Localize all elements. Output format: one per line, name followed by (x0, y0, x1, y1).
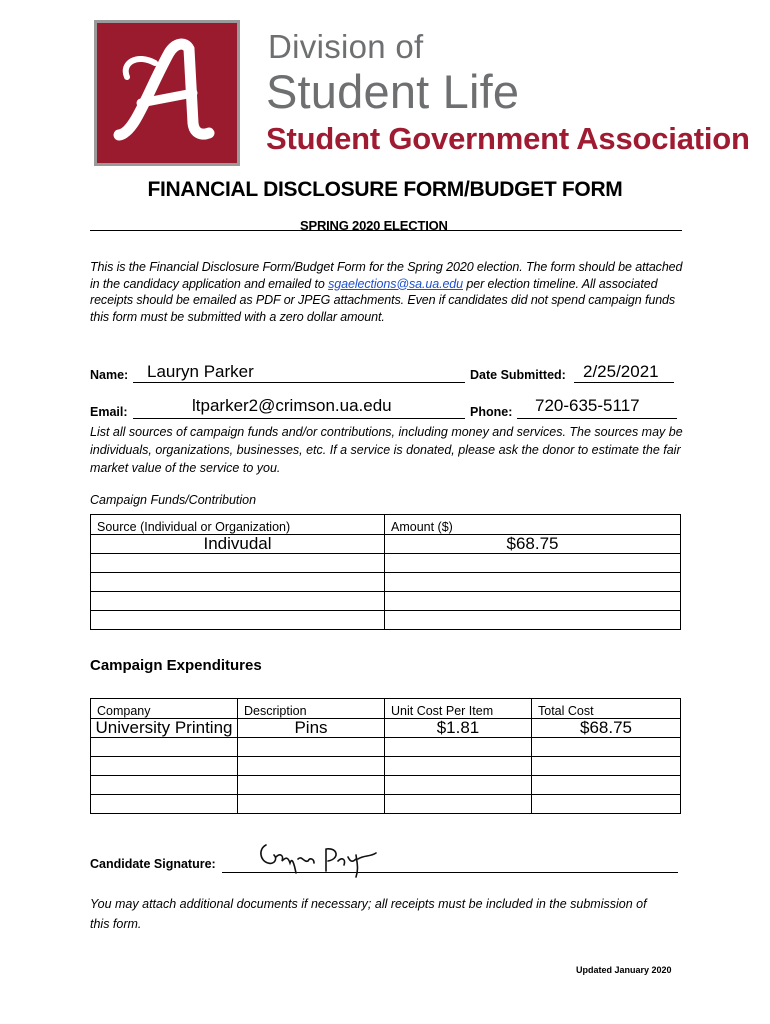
company-cell[interactable] (91, 776, 238, 795)
table-row (91, 535, 681, 554)
phone-line (517, 418, 677, 419)
col-source: Source (Individual or Organization) (91, 515, 385, 535)
description-cell[interactable] (238, 795, 385, 814)
form-title: FINANCIAL DISCLOSURE FORM/BUDGET FORM (147, 178, 623, 201)
instructions-text: List all sources of campaign funds and/or contributions, including money and services. The sources may be individuals, organizations, businesses, etc. If a service is donated, please ask the donor to estimate the fair market value of the service to you. (90, 425, 683, 475)
brand-student-life: Student Life (266, 65, 520, 118)
col-unit-cost: Unit Cost Per Item (385, 699, 532, 719)
date-line (574, 382, 674, 383)
amount-cell[interactable] (385, 611, 681, 630)
expenditures-table (90, 698, 681, 814)
table-row (91, 757, 681, 776)
table-row (91, 611, 681, 630)
intro-text-2: per election timeline. All associated receipts should be emailed as PDF or JPEG attachments. Even if candidates did not spend campaign funds this form must be submitted with a zero dollar amount. (90, 276, 676, 324)
email-label: Email: (90, 405, 128, 419)
name-field[interactable]: Lauryn Parker (147, 362, 254, 381)
date-field[interactable]: 2/25/2021 (583, 362, 659, 381)
elections-email-link[interactable]: sgaelections@sa.ua.edu (328, 276, 464, 291)
description-cell[interactable] (238, 757, 385, 776)
amount-cell[interactable] (385, 592, 681, 611)
name-label: Name: (90, 368, 129, 382)
email-line (133, 418, 465, 419)
table-row (91, 592, 681, 611)
date-label: Date Submitted: (470, 368, 566, 382)
brand-sga: Student Government Association (266, 121, 750, 156)
brand-division: Division of (268, 28, 424, 65)
unit-cost-cell[interactable]: $1.81 (385, 719, 532, 738)
updated-date: Updated January 2020 (576, 965, 672, 975)
company-cell[interactable] (91, 738, 238, 757)
phone-label: Phone: (470, 405, 513, 419)
unit-cost-cell[interactable] (385, 776, 532, 795)
total-cost-cell[interactable] (532, 795, 681, 814)
name-line (133, 382, 465, 383)
description-cell[interactable] (238, 776, 385, 795)
col-company: Company (91, 699, 238, 719)
source-cell[interactable] (91, 611, 385, 630)
email-field[interactable]: ltparker2@crimson.ua.edu (192, 396, 392, 415)
source-cell[interactable] (91, 554, 385, 573)
table-header-row (91, 699, 681, 719)
total-cost-cell[interactable] (532, 757, 681, 776)
unit-cost-cell[interactable] (385, 757, 532, 776)
table-row (91, 719, 681, 738)
funds-table (90, 514, 681, 630)
unit-cost-cell[interactable] (385, 795, 532, 814)
source-cell[interactable] (91, 592, 385, 611)
phone-field[interactable]: 720-635-5117 (535, 396, 640, 415)
table-row (91, 554, 681, 573)
description-cell[interactable]: Pins (238, 719, 385, 738)
total-cost-cell[interactable] (532, 738, 681, 757)
amount-cell[interactable] (385, 554, 681, 573)
source-cell[interactable] (91, 573, 385, 592)
col-total-cost: Total Cost (532, 699, 681, 719)
amount-cell[interactable]: $68.75 (385, 535, 681, 554)
total-cost-cell[interactable]: $68.75 (532, 719, 681, 738)
election-subtitle: SPRING 2020 ELECTION (300, 218, 448, 233)
footer-note: You may attach additional documents if necessary; all receipts must be included in the submission of this form. (90, 897, 647, 931)
source-cell[interactable]: Indivudal (91, 535, 385, 554)
signature-drawing[interactable] (252, 833, 382, 883)
amount-cell[interactable] (385, 573, 681, 592)
ua-logo (94, 20, 240, 166)
company-cell[interactable] (91, 757, 238, 776)
total-cost-cell[interactable] (532, 776, 681, 795)
signature-label: Candidate Signature: (90, 857, 216, 871)
company-cell[interactable] (91, 795, 238, 814)
intro-text-1: This is the Financial Disclosure Form/Budget Form for the Spring 2020 election. The form should be attached in the candidacy application and emailed to (90, 260, 683, 291)
funds-section-label: Campaign Funds/Contribution (90, 493, 257, 507)
table-row (91, 795, 681, 814)
unit-cost-cell[interactable] (385, 738, 532, 757)
table-row (91, 738, 681, 757)
col-amount: Amount ($) (385, 515, 681, 535)
company-cell[interactable]: University Printing (91, 719, 238, 738)
table-row (91, 776, 681, 795)
script-a-logo-icon (97, 23, 237, 163)
col-description: Description (238, 699, 385, 719)
intro-paragraph (90, 259, 690, 325)
description-cell[interactable] (238, 738, 385, 757)
table-row (91, 573, 681, 592)
table-header-row (91, 515, 681, 535)
expenditures-section-label: Campaign Expenditures (90, 657, 262, 674)
